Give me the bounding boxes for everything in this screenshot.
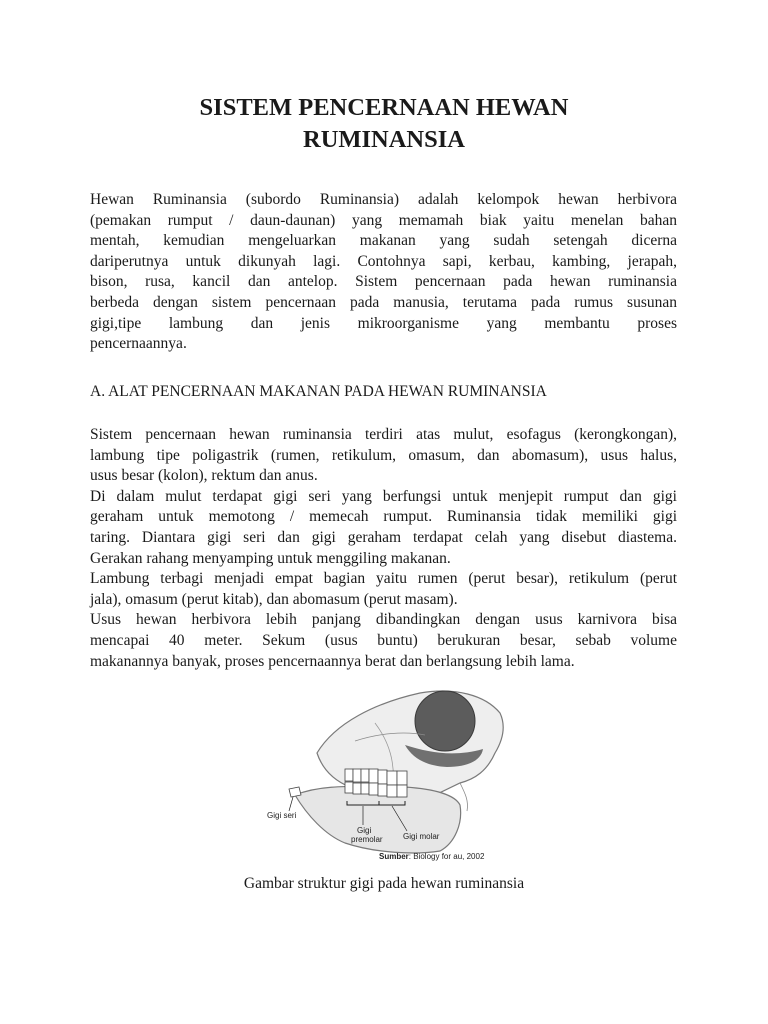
paragraph-line: Gerakan rahang menyamping untuk menggiling makanan.	[90, 549, 451, 567]
paragraph-line: makanannya banyak, proses pencernaannya berat dan berlangsung lebih lama.	[90, 652, 575, 670]
intro-paragraph	[90, 190, 677, 355]
paragraph-line: mencapai 40 meter. Sekum (usus buntu) berukuran besar, sebab volume	[90, 631, 677, 649]
paragraph-line: Hewan Ruminansia (subordo Ruminansia) adalah kelompok hewan herbivora	[90, 191, 677, 208]
figure-caption: Gambar struktur gigi pada hewan ruminansia	[243, 875, 525, 892]
title-line-2: RUMINANSIA	[303, 126, 465, 153]
paragraph-line: bison, rusa, kancil dan antelop. Sistem pencernaan pada hewan ruminansia	[90, 273, 677, 291]
body-paragraph	[90, 425, 677, 672]
paragraph-line: berbeda dengan sistem pencernaan pada manusia, terutama pada rumus susunan	[90, 293, 677, 311]
paragraph-line: taring. Diantara gigi seri dan gigi geraham terdapat celah yang disebut diastema.	[90, 528, 677, 546]
figure-source	[379, 852, 485, 861]
section-heading: A. ALAT PENCERNAAN MAKANAN PADA HEWAN RUMINANSIA	[90, 383, 547, 400]
paragraph-line: pencernaannya.	[90, 335, 187, 353]
label-gigi-seri: Gigi seri	[267, 811, 297, 820]
paragraph-line: Di dalam mulut terdapat gigi seri yang berfungsi untuk menjepit rumput dan gigi	[90, 487, 677, 505]
skull-figure	[255, 683, 515, 865]
title-line-1: SISTEM PENCERNAAN HEWAN	[199, 94, 569, 121]
paragraph-line: jala), omasum (perut kitab), dan abomasum (perut masam).	[90, 590, 458, 608]
paragraph-line: mentah, kemudian mengeluarkan makanan yang sudah setengah dicerna	[90, 232, 677, 250]
paragraph-line: Lambung terbagi menjadi empat bagian yaitu rumen (perut besar), retikulum (perut	[90, 570, 677, 588]
paragraph-line: Sistem pencernaan hewan ruminansia terdiri atas mulut, esofagus (kerongkongan),	[90, 426, 677, 443]
paragraph-line: (pemakan rumput / daun-daunan) yang memamah biak yaitu menelan bahan	[90, 211, 677, 229]
source-text: : Biology for au, 2002	[408, 852, 485, 861]
paragraph-line: Usus hewan herbivora lebih panjang dibandingkan dengan usus karnivora bisa	[90, 611, 677, 629]
label-gigi-premolar-2: premolar	[351, 835, 383, 844]
label-gigi-molar: Gigi molar	[403, 832, 440, 841]
paragraph-line: geraham untuk memotong / memecah rumput. Ruminansia tidak memiliki gigi	[90, 508, 677, 526]
paragraph-line: dariperutnya untuk dikunyah lagi. Contohnya sapi, kerbau, kambing, jerapah,	[90, 252, 677, 270]
document-title	[0, 92, 768, 156]
source-bold: Sumber	[379, 852, 409, 861]
paragraph-line: gigi,tipe lambung dan jenis mikroorganisme yang membantu proses	[90, 314, 677, 332]
paragraph-line: usus besar (kolon), rektum dan anus.	[90, 467, 318, 485]
ruminant-skull-illustration	[255, 683, 515, 865]
paragraph-line: lambung tipe poligastrik (rumen, retikulum, omasum, dan abomasum), usus halus,	[90, 446, 677, 464]
label-gigi-premolar-1: Gigi	[357, 826, 372, 835]
